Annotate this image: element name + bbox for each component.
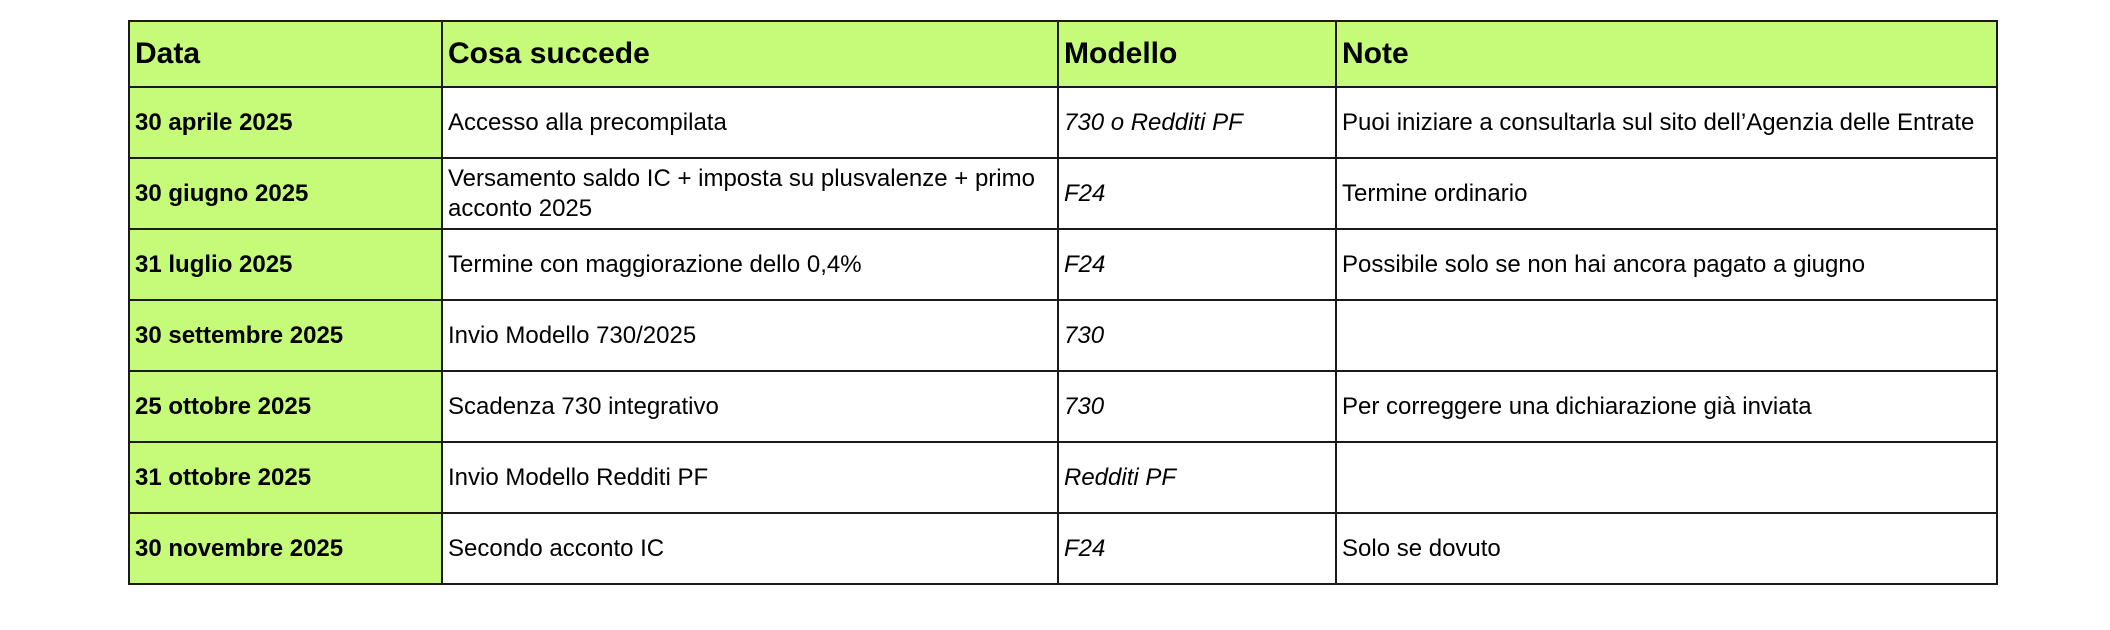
model-cell: F24 (1058, 158, 1336, 229)
header-note: Note (1336, 21, 1997, 87)
what-cell: Secondo acconto IC (442, 513, 1058, 584)
model-cell: 730 (1058, 371, 1336, 442)
table-row (129, 442, 1997, 513)
note-cell: Per correggere una dichiarazione già inviata (1336, 371, 1997, 442)
date-cell: 30 aprile 2025 (129, 87, 442, 158)
model-cell: 730 o Redditi PF (1058, 87, 1336, 158)
model-cell: F24 (1058, 229, 1336, 300)
model-cell: F24 (1058, 513, 1336, 584)
note-cell: Solo se dovuto (1336, 513, 1997, 584)
date-cell: 31 ottobre 2025 (129, 442, 442, 513)
what-cell: Invio Modello 730/2025 (442, 300, 1058, 371)
date-cell: 30 giugno 2025 (129, 158, 442, 229)
note-cell: Possibile solo se non hai ancora pagato a giugno (1336, 229, 1997, 300)
table-row (129, 513, 1997, 584)
table-row (129, 158, 1997, 229)
date-cell: 30 novembre 2025 (129, 513, 442, 584)
header-model: Modello (1058, 21, 1336, 87)
table-row (129, 371, 1997, 442)
table-row (129, 229, 1997, 300)
table-body (129, 87, 1997, 584)
what-cell: Invio Modello Redditi PF (442, 442, 1058, 513)
model-cell: Redditi PF (1058, 442, 1336, 513)
table-row (129, 87, 1997, 158)
table-row (129, 300, 1997, 371)
table-header (129, 21, 1997, 87)
note-cell: Puoi iniziare a consultarla sul sito dell’Agenzia delle Entrate (1336, 87, 1997, 158)
date-cell: 30 settembre 2025 (129, 300, 442, 371)
header-row (129, 21, 1997, 87)
what-cell: Accesso alla precompilata (442, 87, 1058, 158)
header-what: Cosa succede (442, 21, 1058, 87)
date-cell: 31 luglio 2025 (129, 229, 442, 300)
note-cell (1336, 442, 1997, 513)
note-cell (1336, 300, 1997, 371)
what-cell: Termine con maggiorazione dello 0,4% (442, 229, 1058, 300)
note-cell: Termine ordinario (1336, 158, 1997, 229)
what-cell: Versamento saldo IC + imposta su plusvalenze + primo acconto 2025 (442, 158, 1058, 229)
header-date: Data (129, 21, 442, 87)
deadlines-table (128, 20, 1998, 585)
what-cell: Scadenza 730 integrativo (442, 371, 1058, 442)
date-cell: 25 ottobre 2025 (129, 371, 442, 442)
model-cell: 730 (1058, 300, 1336, 371)
